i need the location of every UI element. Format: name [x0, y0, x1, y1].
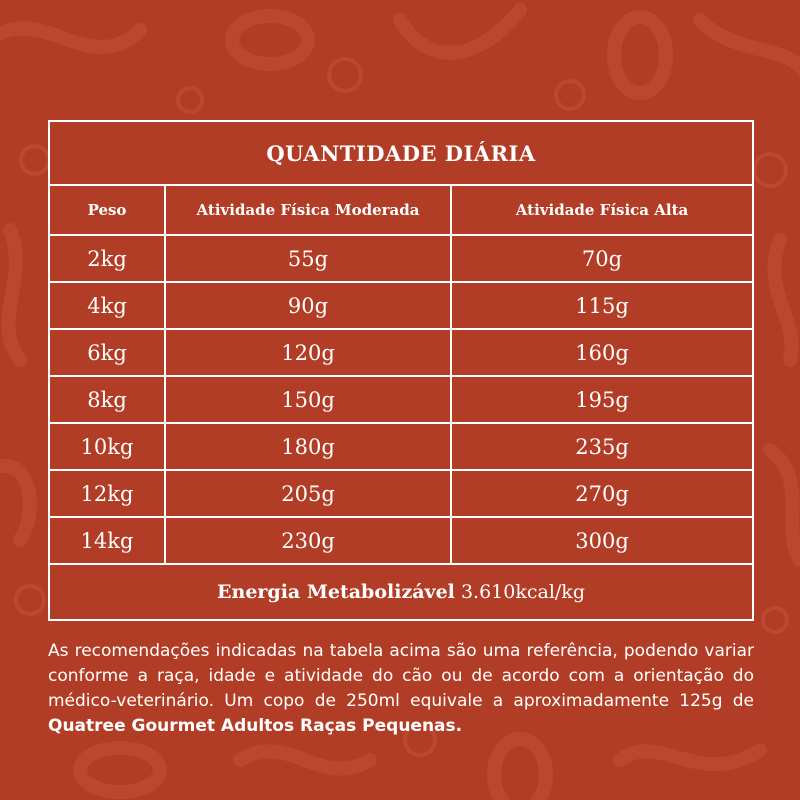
- header-high-activity: Atividade Física Alta: [451, 185, 753, 235]
- note-text: As recomendações indicadas na tabela acima são uma referência, podendo variar conforme a raça, idade e atividade do cão ou de acordo com a orientação do médico-veterinário. Um copo de 250ml equivale a aproximadamente 125g de: [48, 641, 754, 711]
- energy-row: [49, 564, 753, 620]
- moderate-amount-cell: 150g: [165, 376, 451, 423]
- recommendation-note: [48, 639, 754, 739]
- moderate-amount-cell: 205g: [165, 470, 451, 517]
- high-amount-cell: 270g: [451, 470, 753, 517]
- weight-cell: 2kg: [49, 235, 165, 282]
- product-name: Quatree Gourmet Adultos Raças Pequenas.: [48, 716, 463, 736]
- moderate-amount-cell: 55g: [165, 235, 451, 282]
- energy-value: 3.610kcal/kg: [460, 581, 585, 603]
- high-amount-cell: 300g: [451, 517, 753, 564]
- high-amount-cell: 160g: [451, 329, 753, 376]
- header-weight: Peso: [49, 185, 165, 235]
- high-amount-cell: 195g: [451, 376, 753, 423]
- weight-cell: 8kg: [49, 376, 165, 423]
- table-row: [49, 235, 753, 282]
- moderate-amount-cell: 230g: [165, 517, 451, 564]
- weight-cell: 10kg: [49, 423, 165, 470]
- table-title: QUANTIDADE DIÁRIA: [49, 121, 753, 185]
- table-row: [49, 470, 753, 517]
- table-row: [49, 376, 753, 423]
- header-moderate-activity: Atividade Física Moderada: [165, 185, 451, 235]
- moderate-amount-cell: 90g: [165, 282, 451, 329]
- weight-cell: 12kg: [49, 470, 165, 517]
- weight-cell: 6kg: [49, 329, 165, 376]
- high-amount-cell: 115g: [451, 282, 753, 329]
- table-row: [49, 282, 753, 329]
- weight-cell: 14kg: [49, 517, 165, 564]
- energy-label: Energia Metabolizável: [217, 581, 455, 603]
- table-row: [49, 517, 753, 564]
- feeding-table-card: [48, 120, 752, 621]
- high-amount-cell: 70g: [451, 235, 753, 282]
- weight-cell: 4kg: [49, 282, 165, 329]
- table-header-row: [49, 185, 753, 235]
- table-row: [49, 423, 753, 470]
- moderate-amount-cell: 120g: [165, 329, 451, 376]
- table-title-row: [49, 121, 753, 185]
- energy-cell: [49, 564, 753, 620]
- feeding-table: [48, 120, 754, 621]
- high-amount-cell: 235g: [451, 423, 753, 470]
- table-row: [49, 329, 753, 376]
- moderate-amount-cell: 180g: [165, 423, 451, 470]
